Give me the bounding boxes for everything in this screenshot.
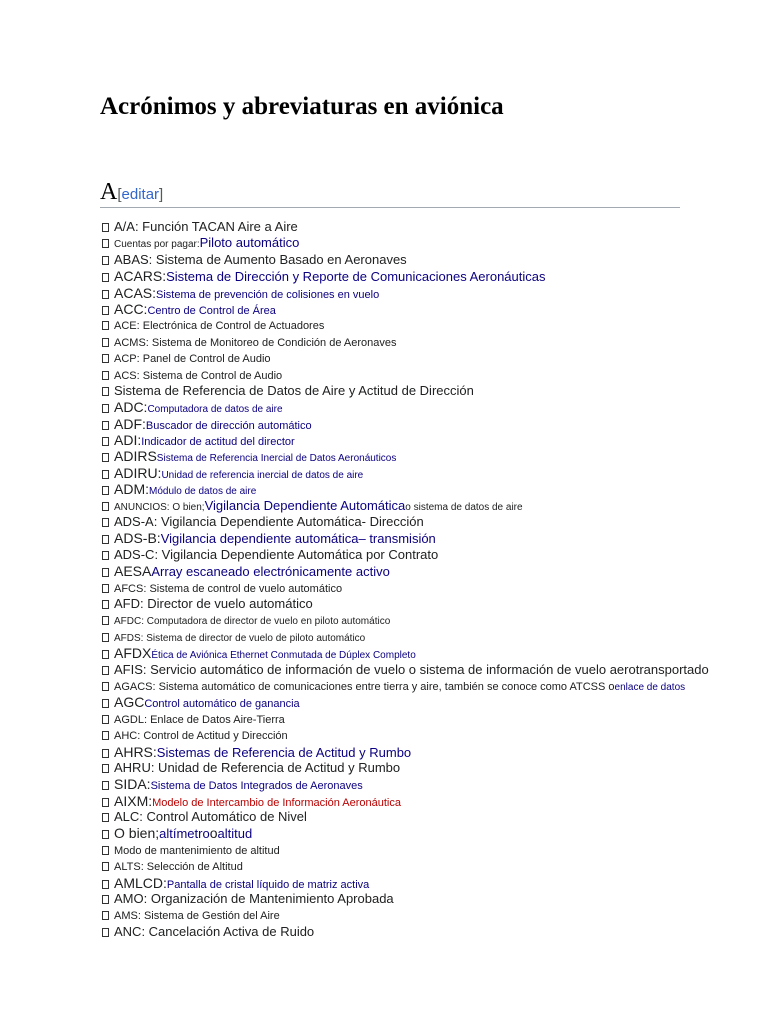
item-text: AHRU: Unidad de Referencia de Actitud y Rumbo — [114, 759, 401, 775]
missing-glyph-box-icon — [102, 502, 109, 511]
item-link[interactable]: Sistema de prevención de colisiones en vuelo — [156, 288, 380, 301]
missing-glyph-box-icon — [102, 568, 109, 577]
missing-glyph-box-icon — [102, 256, 109, 265]
missing-glyph-box-icon — [102, 338, 109, 347]
list-item — [102, 383, 742, 399]
item-text: AGC — [114, 694, 145, 711]
list-item — [102, 514, 742, 530]
missing-glyph-box-icon — [102, 290, 109, 299]
item-text: ANUNCIOS: O bien; — [114, 501, 205, 513]
list-item — [102, 744, 742, 760]
item-text: Cuentas por pagar: — [114, 239, 200, 251]
missing-glyph-box-icon — [102, 354, 109, 363]
missing-glyph-box-icon — [102, 600, 109, 609]
missing-glyph-box-icon — [102, 239, 109, 248]
missing-glyph-box-icon — [102, 535, 109, 544]
missing-glyph-box-icon — [102, 584, 109, 593]
list-item — [102, 678, 742, 694]
list-item — [102, 465, 742, 481]
item-link[interactable]: enlace de datos — [614, 681, 686, 693]
item-text: O bien; — [114, 825, 160, 842]
list-item — [102, 776, 742, 792]
missing-glyph-box-icon — [102, 731, 109, 740]
list-item — [102, 350, 742, 366]
item-text: ACS: Sistema de Control de Audio — [114, 369, 283, 382]
list-item — [102, 416, 742, 432]
list-item — [102, 268, 742, 284]
missing-glyph-box-icon — [102, 764, 109, 773]
list-item — [102, 530, 742, 546]
list-item — [102, 875, 742, 891]
missing-glyph-box-icon — [102, 633, 109, 642]
item-text: AFCS: Sistema de control de vuelo automático — [114, 582, 343, 595]
item-text: ALC: Control Automático de Nivel — [114, 809, 307, 825]
missing-glyph-box-icon — [102, 715, 109, 724]
missing-glyph-box-icon — [102, 666, 109, 675]
item-link[interactable]: Vigilancia dependiente automática– transmisión — [160, 531, 436, 547]
list-item — [102, 842, 742, 858]
item-text: AFD: Director de vuelo automático — [114, 595, 313, 611]
item-text: AFDX — [114, 645, 152, 662]
list-item — [102, 563, 742, 579]
list-item — [102, 793, 742, 809]
item-link[interactable]: Unidad de referencia inercial de datos de aire — [161, 469, 364, 481]
item-link[interactable]: Ética de Aviónica Ethernet Conmutada de Dúplex Completo — [151, 650, 416, 662]
missing-glyph-box-icon — [102, 518, 109, 527]
item-text: ADS-C: Vigilancia Dependiente Automática por Contrato — [114, 546, 439, 562]
list-item — [102, 809, 742, 825]
missing-glyph-box-icon — [102, 437, 109, 446]
item-text: ADM: — [114, 481, 149, 498]
missing-glyph-box-icon — [102, 699, 109, 708]
list-item — [102, 858, 742, 874]
item-text: SIDA: — [114, 776, 151, 793]
item-text: ADC: — [114, 399, 148, 416]
list-item — [102, 825, 742, 841]
list-item — [102, 235, 742, 251]
item-text: AIXM: — [114, 792, 153, 809]
item-link[interactable]: Control automático de ganancia — [144, 698, 300, 711]
missing-glyph-box-icon — [102, 470, 109, 479]
item-text: ADIRU: — [114, 464, 162, 481]
list-item — [102, 891, 742, 907]
missing-glyph-box-icon — [102, 895, 109, 904]
list-item — [102, 498, 742, 514]
item-text: AMO: Organización de Mantenimiento Aprobada — [114, 891, 394, 907]
list-item — [102, 694, 742, 710]
list-item — [102, 317, 742, 333]
missing-glyph-box-icon — [102, 682, 109, 691]
missing-glyph-box-icon — [102, 321, 109, 330]
missing-glyph-box-icon — [102, 453, 109, 462]
acronym-list — [102, 219, 742, 940]
missing-glyph-box-icon — [102, 371, 109, 380]
list-item — [102, 580, 742, 596]
item-link[interactable]: Array escaneado electrónicamente activo — [151, 564, 390, 580]
list-item — [102, 907, 742, 923]
item-link[interactable]: Buscador de dirección automático — [145, 419, 312, 432]
item-text: ANC: Cancelación Activa de Ruido — [114, 923, 315, 939]
item-text: ACC: — [114, 300, 148, 317]
list-item — [102, 432, 742, 448]
item-text: AFIS: Servicio automático de información de vuelo o sistema de información de vuelo aerotransportado — [114, 661, 709, 677]
item-text: ACP: Panel de Control de Audio — [114, 353, 271, 366]
missing-glyph-box-icon — [102, 830, 109, 839]
list-item — [102, 547, 742, 563]
item-link[interactable]: altitud — [217, 826, 253, 842]
list-item — [102, 285, 742, 301]
missing-glyph-box-icon — [102, 749, 109, 758]
item-text: ACE: Electrónica de Control de Actuadores — [114, 320, 325, 333]
item-link[interactable]: Sistema de Dirección y Reporte de Comunicaciones Aeronáuticas — [166, 269, 546, 285]
list-item — [102, 367, 742, 383]
item-link[interactable]: Sistema de Referencia Inercial de Datos Aeronáuticos — [156, 453, 397, 465]
missing-glyph-box-icon — [102, 928, 109, 937]
item-text: AHRS: — [114, 743, 157, 760]
item-text: Sistema de Referencia de Datos de Aire y Actitud de Dirección — [114, 382, 474, 398]
item-text: A/A: Función TACAN Aire a Aire — [114, 219, 298, 234]
item-text: ACAS: — [114, 284, 157, 301]
item-text: ACMS: Sistema de Monitoreo de Condición de Aeronaves — [114, 336, 397, 349]
item-text: ACARS: — [114, 268, 167, 285]
missing-glyph-box-icon — [102, 616, 109, 625]
page-title: Acrónimos y abreviaturas en aviónica — [100, 93, 504, 120]
item-text: AMLCD: — [114, 874, 167, 891]
missing-glyph-box-icon — [102, 486, 109, 495]
item-text: ADI: — [114, 432, 142, 449]
missing-glyph-box-icon — [102, 551, 109, 560]
edit-link[interactable]: editar — [121, 186, 160, 203]
item-text: AGDL: Enlace de Datos Aire-Tierra — [114, 713, 285, 726]
missing-glyph-box-icon — [102, 306, 109, 315]
missing-glyph-box-icon — [102, 846, 109, 855]
missing-glyph-box-icon — [102, 404, 109, 413]
list-item — [102, 481, 742, 497]
missing-glyph-box-icon — [102, 387, 109, 396]
item-link[interactable]: Sistema de Datos Integrados de Aeronaves — [150, 780, 363, 793]
list-item — [102, 645, 742, 661]
missing-glyph-box-icon — [102, 781, 109, 790]
item-link[interactable]: Sistemas de Referencia de Actitud y Rumbo — [156, 744, 412, 760]
item-text: Modo de mantenimiento de altitud — [114, 844, 280, 857]
list-item — [102, 612, 742, 628]
item-link[interactable]: Centro de Control de Área — [147, 304, 276, 317]
item-text: AFDS: Sistema de director de vuelo de piloto automático — [114, 632, 366, 644]
missing-glyph-box-icon — [102, 862, 109, 871]
missing-glyph-box-icon — [102, 798, 109, 807]
item-text: ADIRS — [114, 448, 157, 465]
section-letter: A — [100, 179, 118, 205]
item-link[interactable]: altímetro — [159, 826, 210, 842]
item-text: ALTS: Selección de Altitud — [114, 861, 243, 874]
item-text: ADF: — [114, 415, 146, 432]
missing-glyph-box-icon — [102, 223, 109, 232]
item-link[interactable]: Computadora de datos de aire — [147, 404, 283, 416]
item-link[interactable]: Indicador de actitud del director — [141, 436, 295, 449]
item-text: o sistema de datos de aire — [405, 501, 523, 513]
list-item — [102, 252, 742, 268]
item-text: AESA — [114, 563, 152, 580]
missing-glyph-box-icon — [102, 911, 109, 920]
edit-bracket-open: [ — [117, 186, 122, 203]
missing-glyph-box-icon — [102, 813, 109, 822]
item-text: o — [209, 825, 218, 842]
list-item — [102, 629, 742, 645]
edit-bracket-close: ] — [159, 186, 164, 203]
missing-glyph-box-icon — [102, 880, 109, 889]
list-item — [102, 760, 742, 776]
list-item — [102, 662, 742, 678]
item-text: AFDC: Computadora de director de vuelo en piloto automático — [114, 616, 391, 628]
item-text: AMS: Sistema de Gestión del Aire — [114, 910, 280, 923]
list-item — [102, 711, 742, 727]
item-link[interactable]: Pantalla de cristal líquido de matriz activa — [166, 878, 370, 891]
item-text: ABAS: Sistema de Aumento Basado en Aeronaves — [114, 251, 407, 267]
item-link[interactable]: Módulo de datos de aire — [149, 486, 257, 498]
section-heading-a — [100, 179, 680, 208]
missing-glyph-box-icon — [102, 273, 109, 282]
item-text: ADS-B: — [114, 530, 161, 547]
list-item — [102, 727, 742, 743]
list-item — [102, 596, 742, 612]
list-item — [102, 301, 742, 317]
item-text: AGACS: Sistema automático de comunicaciones entre tierra y aire, también se conoce como ATCSS o — [114, 680, 615, 693]
list-item — [102, 334, 742, 350]
item-link[interactable]: Piloto automático — [199, 235, 300, 251]
item-link[interactable]: Modelo de Intercambio de Información Aeronáutica — [152, 796, 401, 809]
missing-glyph-box-icon — [102, 421, 109, 430]
item-text: ADS-A: Vigilancia Dependiente Automática- Dirección — [114, 514, 424, 530]
list-item — [102, 448, 742, 464]
list-item — [102, 399, 742, 415]
list-item — [102, 924, 742, 940]
list-item — [102, 219, 742, 235]
item-link[interactable]: Vigilancia Dependiente Automática — [204, 497, 406, 513]
missing-glyph-box-icon — [102, 650, 109, 659]
item-text: AHC: Control de Actitud y Dirección — [114, 730, 288, 743]
